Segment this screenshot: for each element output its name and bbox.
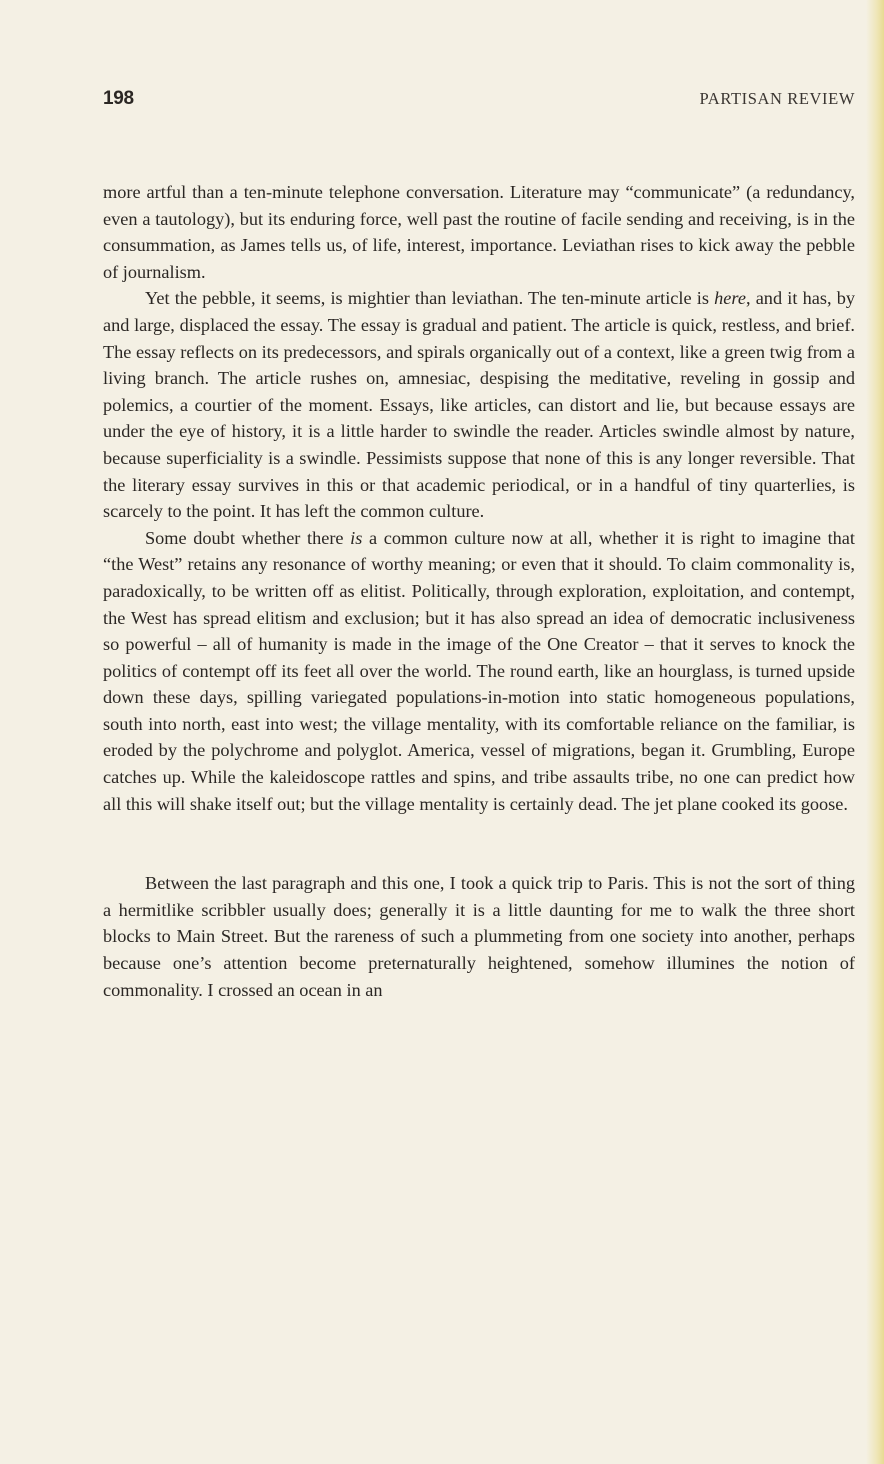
section-break [103,817,855,870]
paragraph-2-text-before: Yet the pebble, it seems, is mightier than leviathan. The ten-minute article is [145,288,715,309]
paragraph-2-text-after: , and it has, by and large, displaced the essay. The essay is gradual and patient. The article is quick, restless, and brief. The essay reflects on its predecessors, and spirals organically out of a context, like a green twig from a living branch. The article rushes on, amnesiac, despising the meditative, reveling in gossip and polemics, a courtier of the moment. Essays, like articles, can distort and lie, but because essays are under the eye of history, it is a little harder to swindle the reader. Articles swindle almost by nature, because superficiality is a swindle. Pessimists suppose that none of this is any longer reversible. That the literary essay survives in this or that academic periodical, or in a handful of tiny quarterlies, is scarcely to the point. It has left the common culture. [103,288,855,522]
book-page [103,88,855,1003]
paragraph-3-text-after: a common culture now at all, whether it is right to imagine that “the West” retains any resonance of worthy meaning; or even that it should. To claim commonality is, paradoxically, to be written off as elitist. Politically, through exploration, exploitation, and contempt, the West has spread elitism and exclusion; but it has also spread an idea of democratic inclusiveness so powerful – all of humanity is made in the image of the One Creator – that it serves to knock the politics of contempt off its feet all over the world. The round earth, like an hourglass, is turned upside down these days, spilling variegated populations-in-motion into static homogeneous populations, south into north, east into west; the village mentality, with its comfortable reliance on the familiar, is eroded by the polychrome and polyglot. America, vessel of migrations, began it. Grumbling, Europe catches up. While the kaleidoscope rattles and spins, and tribe assaults tribe, no one can predict how all this will shake itself out; but the village mentality is certainly dead. The jet plane cooked its goose. [103,527,855,814]
page-header [103,88,855,116]
paragraph-4: Between the last paragraph and this one, I took a quick trip to Paris. This is not the sort of thing a hermitlike scribbler usually does; generally it is a little daunting for me to walk the three short blocks to Main Street. But the rareness of such a plummeting from one society into another, perhaps because one’s attention become preternaturally heightened, somehow illumines the notion of commonality. I crossed an ocean in an [103,873,855,1000]
paragraph-3-text-before: Some doubt whether there [145,527,351,548]
running-head: PARTISAN REVIEW [699,89,855,108]
page-edge [866,0,884,1464]
paragraph-2 [103,285,855,524]
article-body [103,179,855,1003]
paragraph-3-emphasis: is [350,527,363,548]
paragraph-1: more artful than a ten-minute telephone conversation. Literature may “communicate” (a redundancy, even a tautology), but its enduring force, well past the routine of facile sending and receiving, is in the consummation, as James tells us, of life, interest, importance. Leviathan rises to kick away the pebble of journalism. [103,182,855,282]
paragraph-2-emphasis: here [714,288,746,309]
paragraph-3 [103,525,855,818]
page-number: 198 [103,88,134,109]
